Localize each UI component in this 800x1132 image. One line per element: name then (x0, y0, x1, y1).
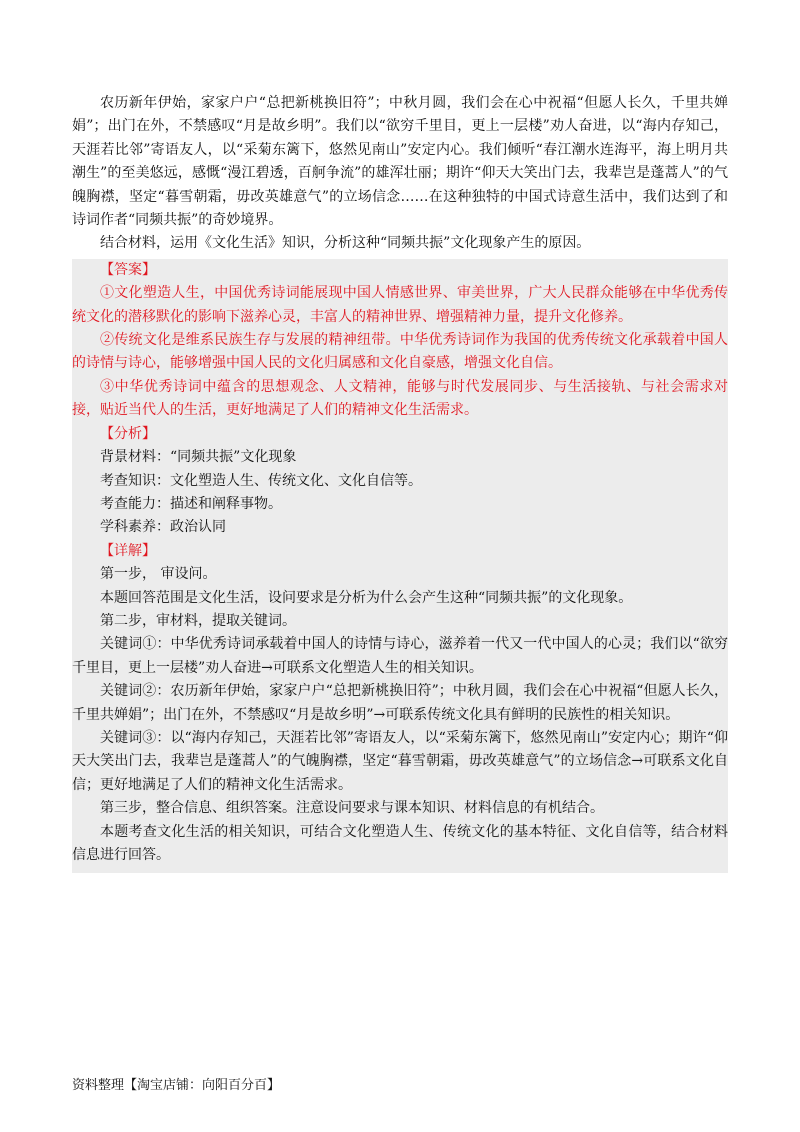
answer-point-1: ①文化塑造人生，中国优秀诗词能展现中国人情感世界、审美世界，广大人民群众能够在中华优秀传统文化的潜移默化的影响下滋养心灵，丰富人的精神世界、增强精神力量，提升文化修养。 (72, 285, 728, 325)
analysis-line: 背景材料：“同频共振”文化现象 (100, 449, 297, 466)
question-material: 农历新年伊始，家家户户“总把新桃换旧符”；中秋月圆，我们会在心中祝福“但愿人长久，千里共婵娟”；出门在外，不禁感叹“月是故乡明”。我们以“欲穷千里目，更上一层楼”劝人奋进，以“海内存知己，天涯若比邻”寄语友人，以“采菊东篱下，悠然见南山”安定内心。我们倾听“春江潮水连海平，海上明月共潮生”的至美悠远，感慨“漫江碧透，百舸争流”的雄浑壮丽；期许“仰天大笑出门去，我辈岂是蓬蒿人”的气魄胸襟，坚定“暮雪朝霜，毋改英雄意气”的立场信念……在这种独特的中国式诗意生活中，我们达到了和诗词作者“同频共振”的奇妙境界。 (72, 95, 728, 229)
detail-line: 第三步，整合信息、组织答案。注意设问要求与课本知识、材料信息的有机结合。 (100, 800, 604, 817)
analysis-line: 学科素养：政治认同 (100, 519, 226, 536)
analysis-line: 考查知识：文化塑造人生、传统文化、文化自信等。 (100, 472, 422, 489)
answer-heading: 【答案】 (100, 261, 156, 278)
detail-line: 本题回答范围是文化生活，设问要求是分析为什么会产生这种“同频共振”的文化现象。 (100, 589, 633, 606)
solution-block (72, 259, 728, 874)
analysis-line: 考查能力：描述和阐释事物。 (100, 495, 282, 512)
answer-point-2: ②传统文化是维系民族生存与发展的精神纽带。中华优秀诗词作为我国的优秀传统文化承载着中国人的诗情与诗心，能够增强中国人民的文化归属感和文化自豪感，增强文化自信。 (72, 332, 728, 372)
document-page (72, 92, 728, 873)
question-ask: 结合材料，运用《文化生活》知识，分析这种“同频共振”文化现象产生的原因。 (100, 235, 591, 252)
detail-line: 第一步， 审设问。 (100, 566, 217, 583)
detail-line: 关键词②：农历新年伊始，家家户户“总把新桃换旧符”；中秋月圆，我们会在心中祝福“但愿人长久，千里共婵娟”；出门在外，不禁感叹“月是故乡明”→可联系传统文化具有鲜明的民族性的相关知识。 (72, 683, 728, 723)
detail-line: 关键词①：中华优秀诗词承载着中国人的诗情与诗心，滋养着一代又一代中国人的心灵；我们以“欲穷千里目，更上一层楼”劝人奋进→可联系文化塑造人生的相关知识。 (72, 636, 728, 676)
answer-point-3: ③中华优秀诗词中蕴含的思想观念、人文精神，能够与时代发展同步、与生活接轨、与社会需求对接，贴近当代人的生活，更好地满足了人们的精神文化生活需求。 (72, 378, 728, 419)
detail-line: 本题考查文化生活的相关知识，可结合文化塑造人生、传统文化的基本特征、文化自信等，结合材料信息进行回答。 (72, 823, 728, 863)
detail-heading: 【详解】 (100, 542, 156, 559)
analysis-heading: 【分析】 (100, 425, 156, 442)
page-footer: 资料整理【淘宝店铺：向阳百分百】 (72, 1078, 281, 1093)
detail-line: 第二步，审材料，提取关键词。 (100, 612, 296, 629)
detail-line: 关键词③：以“海内存知己，天涯若比邻”寄语友人，以“采菊东篱下，悠然见南山”安定内心；期许“仰天大笑出门去，我辈岂是蓬蒿人”的气魄胸襟，坚定“暮雪朝霜，毋改英雄意气”的立场信念→可联系文化自信；更好地满足了人们的精神文化生活需求。 (72, 729, 728, 793)
